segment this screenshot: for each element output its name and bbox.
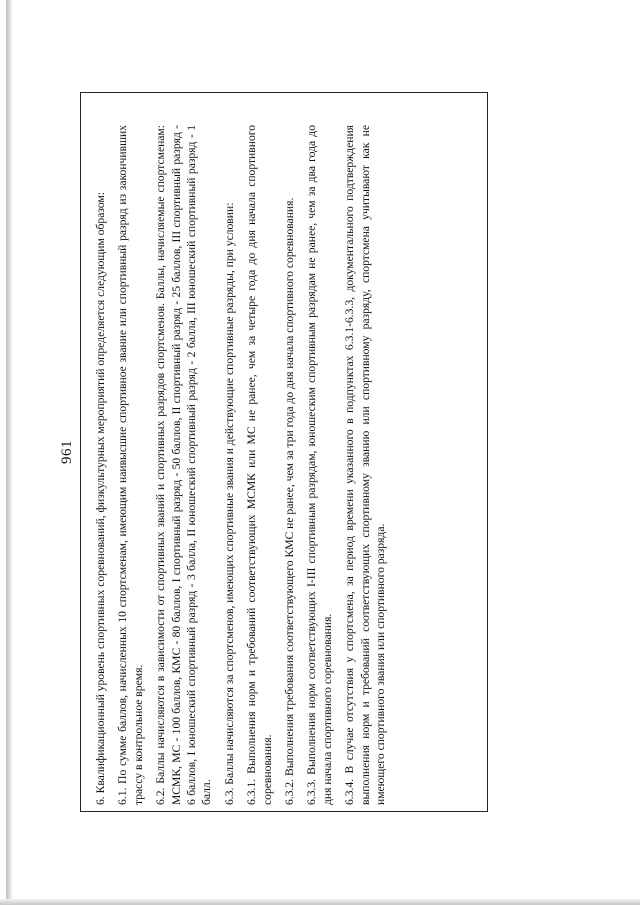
regulation-text: [93, 125, 393, 805]
paragraph-6-3-2: 6.3.2. Выполнения требования соответствующего КМС не ранее, чем за три года до дня начала спортивного соревнования.: [283, 197, 297, 805]
scan-left-edge: [6, 0, 12, 905]
paragraph-6-3-4: 6.3.4. В случае отсутствия у спортсмена, за период времени указанного в подпунктах 6.3.1-6.3.3, документального подтверждения выполнения норм и требований соответствующих спортивному званию или спортивному разряду, спортсмена учитывают как не имеющего спортивного звания или спортивного разряда.: [343, 125, 388, 805]
scan-bottom-edge: [0, 899, 640, 905]
rotated-page-content: [58, 92, 503, 812]
paragraph-6-2: 6.2. Баллы начисляются в зависимости от спортивных званий и спортивных разрядов спортсменов. Баллы, начисляемые спортсменам: МСМК, МС - 100 баллов, КМС - 80 баллов, I спортивный разряд - 50 баллов, II спортивный разряд - 25 баллов, III спортивный разряд - 6 баллов, I юношеский спортивный разряд - 3 балла, II юношеский спортивный разряд - 2 балла, III юношеский спортивный разряд - 1 балл.: [154, 125, 214, 805]
paragraph-6: 6. Квалификационный уровень спортивных соревнований, физкультурных мероприятий определяется следующим образом:: [94, 192, 107, 805]
paragraph-6-1: 6.1. По сумме баллов, начисленных 10 спортсменам, имеющим наивысшие спортивное звание или спортивный разряд из закончивших трассу в контрольное время.: [116, 125, 145, 805]
paragraph-6-3-3: 6.3.3. Выполнения норм соответствующих I-III спортивным разрядам, юношеским спортивным разрядам не ранее, чем за два года до дня начала спортивного соревнования.: [305, 125, 334, 805]
paragraph-6-3: 6.3. Баллы начисляются за спортсменов, имеющих спортивные звания и действующие спортивные разряды, при условии:: [222, 202, 236, 805]
page-number: 961: [59, 440, 75, 464]
regulation-table-cell: [80, 92, 488, 812]
paragraph-6-3-1: 6.3.1. Выполнения норм и требований соответствующих МСМК или МС не ранее, чем за четыре года до дня начала спортивного соревнования.: [245, 125, 274, 805]
